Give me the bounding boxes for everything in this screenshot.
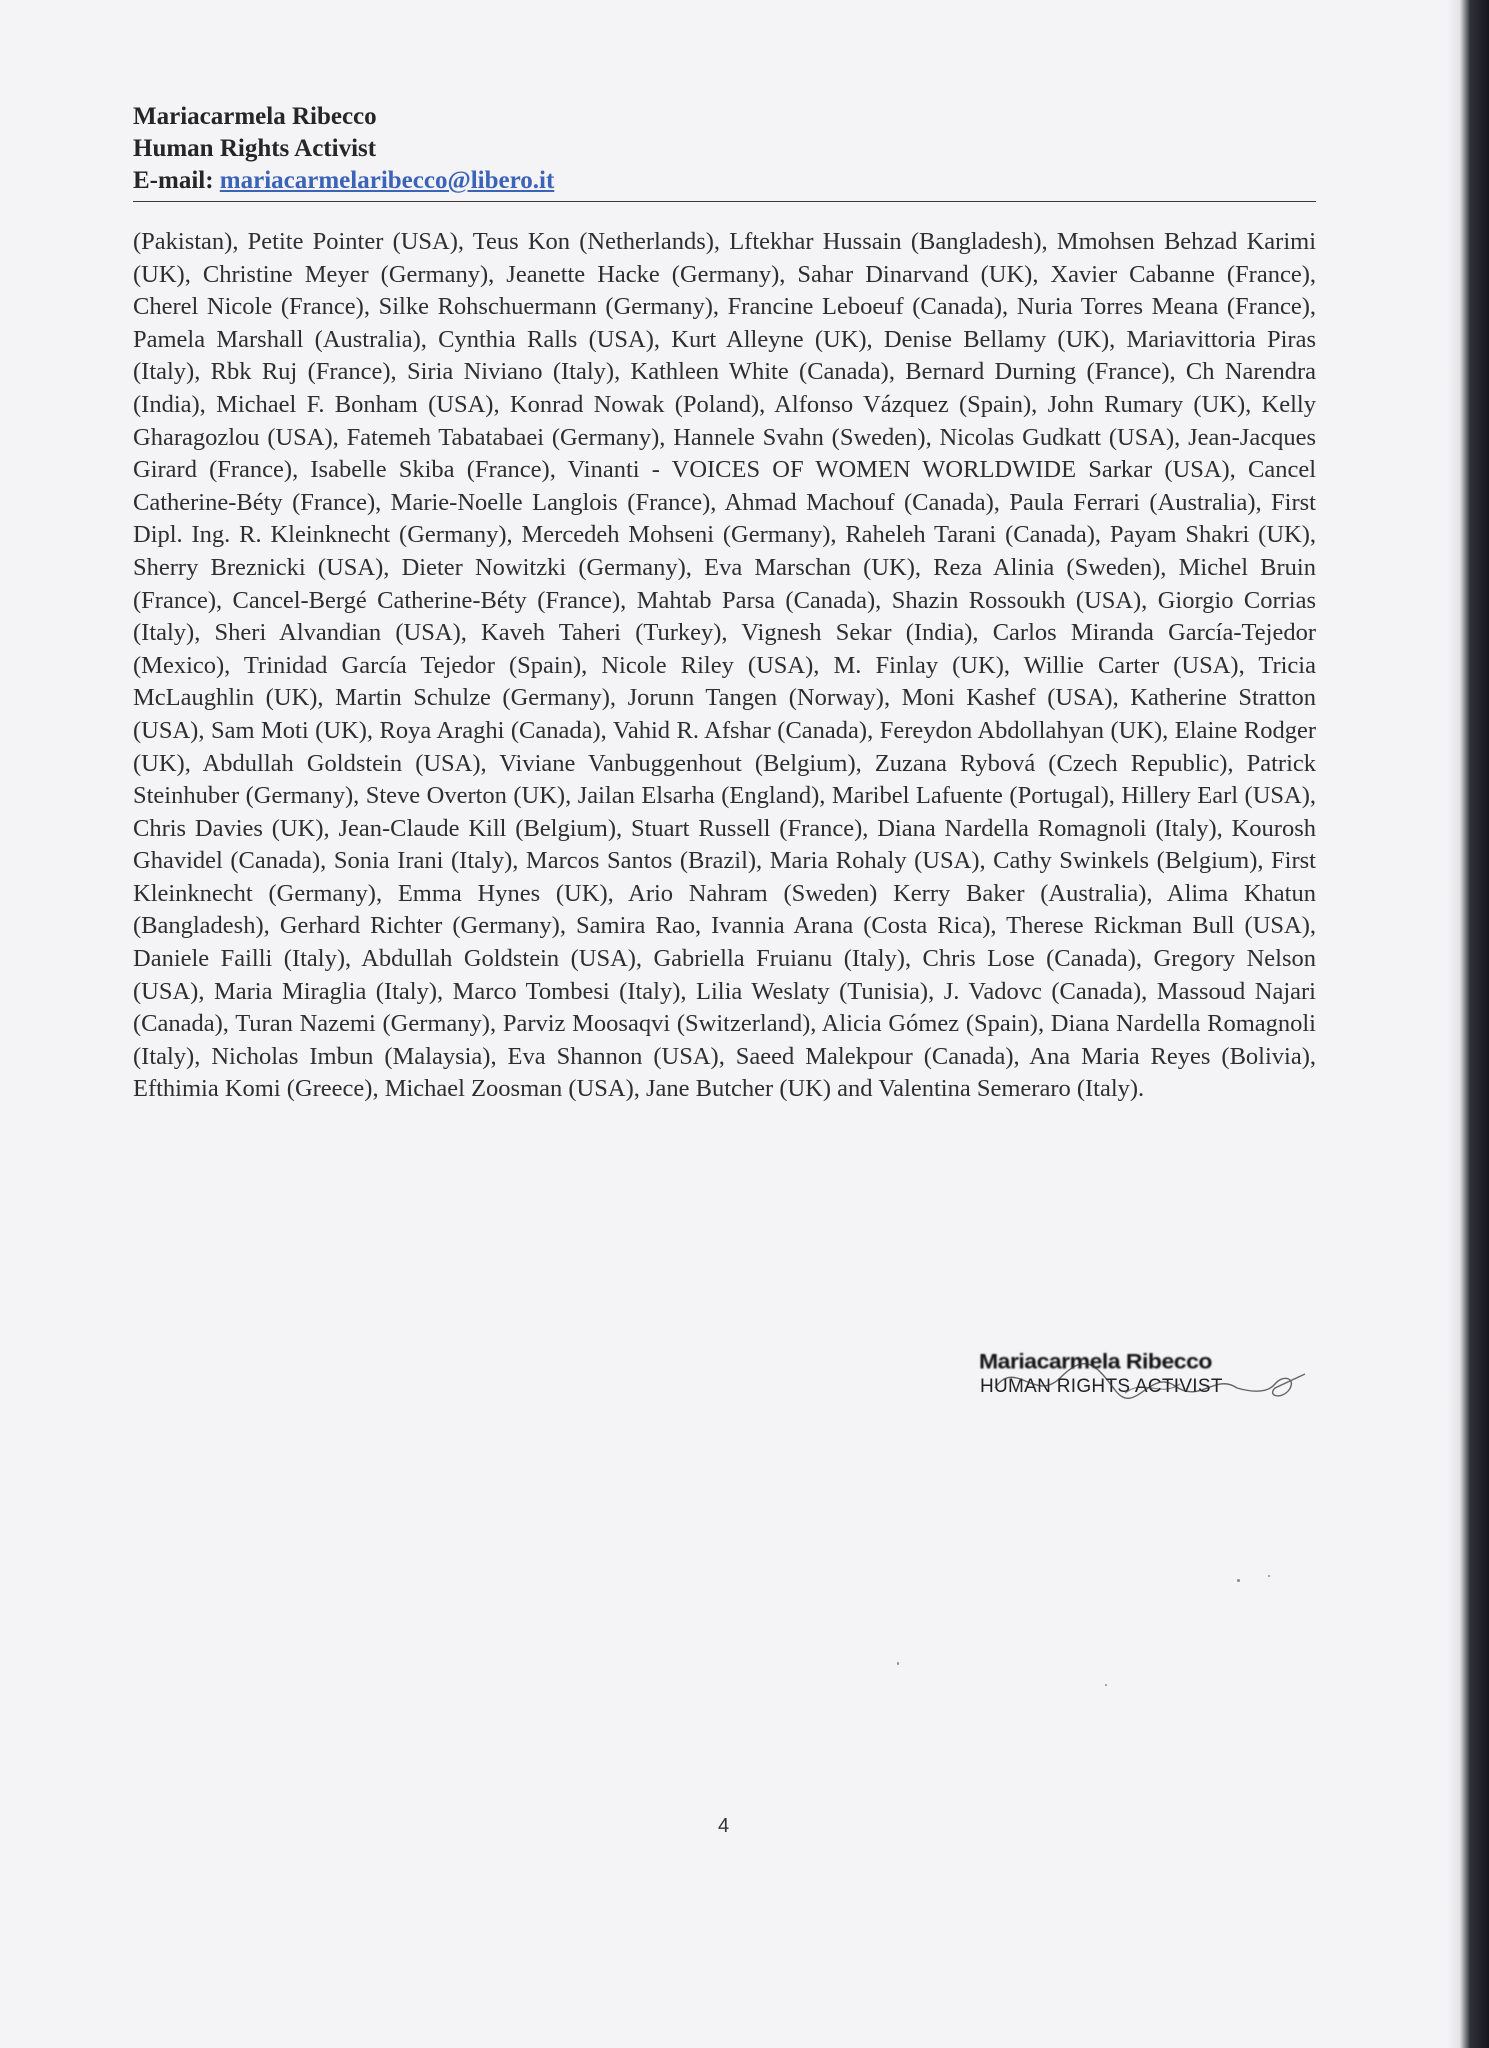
letter-header [133,101,1316,197]
scan-speck [1268,1575,1270,1577]
scan-speck [1105,1684,1107,1686]
page-number: 4 [717,1815,730,1837]
signature-stamp [975,1348,1315,1408]
stamp-name: Mariacarmela Ribecco [979,1349,1212,1373]
author-title: Human Rights Activist [133,135,377,162]
scan-speck [1237,1579,1240,1582]
header-divider [133,201,1316,202]
email-line [133,165,1316,197]
handwritten-signature [975,1348,1315,1408]
author-name: Mariacarmela Ribecco [133,103,377,130]
email-link[interactable]: mariacarmelaribecco@libero.it [219,167,555,194]
scan-speck [897,1662,899,1665]
scan-edge-shadow [1447,0,1489,2048]
stamp-title: HUMAN RIGHTS ACTIVIST [980,1376,1223,1397]
email-label: E-mail: [133,167,214,194]
signatories-paragraph: (Pakistan), Petite Pointer (USA), Teus Kon (Netherlands), Lftekhar Hussain (Bangladesh), Mmohsen Behzad Karimi (UK), Christine Meyer (Germany), Jeanette Hacke (Germany), Sahar Dinarvand (UK), Xavier Cabanne (France), Cherel Nicole (France), Silke Rohschuermann (Germany), Francine Leboeuf (Canada), Nuria Torres Meana (France), Pamela Marshall (Australia), Cynthia Ralls (USA), Kurt Alleyne (UK), Denise Bellamy (UK), Mariavittoria Piras (Italy), Rbk Ruj (France), Siria Niviano (Italy), Kathleen White (Canada), Bernard Durning (France), Ch Narendra (India), Michael F. Bonham (USA), Konrad Nowak (Poland), Alfonso Vázquez (Spain), John Rumary (UK), Kelly Gharagozlou (USA), Fatemeh Tabatabaei (Germany), Hannele Svahn (Sweden), Nicolas Gudkatt (USA), Jean-Jacques Girard (France), Isabelle Skiba (France), Vinanti - VOICES OF WOMEN WORLDWIDE Sarkar (USA), Cancel Catherine-Béty (France), Marie-Noelle Langlois (France), Ahmad Machouf (Canada), Paula Ferrari (Australia), First Dipl. Ing. R. Kleinknecht (Germany), Mercedeh Mohseni (Germany), Raheleh Tarani (Canada), Payam Shakri (UK), Sherry Breznicki (USA), Dieter Nowitzki (Germany), Eva Marschan (UK), Reza Alinia (Sweden), Michel Bruin (France), Cancel-Bergé Catherine-Béty (France), Mahtab Parsa (Canada), Shazin Rossoukh (USA), Giorgio Corrias (Italy), Sheri Alvandian (USA), Kaveh Taheri (Turkey), Vignesh Sekar (India), Carlos Miranda García-Tejedor (Mexico), Trinidad García Tejedor (Spain), Nicole Riley (USA), M. Finlay (UK), Willie Carter (USA), Tricia McLaughlin (UK), Martin Schulze (Germany), Jorunn Tangen (Norway), Moni Kashef (USA), Katherine Stratton (USA), Sam Moti (UK), Roya Araghi (Canada), Vahid R. Afshar (Canada), Fereydon Abdollahyan (UK), Elaine Rodger (UK), Abdullah Goldstein (USA), Viviane Vanbuggenhout (Belgium), Zuzana Rybová (Czech Republic), Patrick Steinhuber (Germany), Steve Overton (UK), Jailan Elsarha (England), Maribel Lafuente (Portugal), Hillery Earl (USA), Chris Davies (UK), Jean-Claude Kill (Belgium), Stuart Russell (France), Diana Nardella Romagnoli (Italy), Kourosh Ghavidel (Canada), Sonia Irani (Italy), Marcos Santos (Brazil), Maria Rohaly (USA), Cathy Swinkels (Belgium), First Kleinknecht (Germany), Emma Hynes (UK), Ario Nahram (Sweden) Kerry Baker (Australia), Alima Khatun (Bangladesh), Gerhard Richter (Germany), Samira Rao, Ivannia Arana (Costa Rica), Therese Rickman Bull (USA), Daniele Failli (Italy), Abdullah Goldstein (USA), Gabriella Fruianu (Italy), Chris Lose (Canada), Gregory Nelson (USA), Maria Miraglia (Italy), Marco Tombesi (Italy), Lilia Weslaty (Tunisia), J. Vadovc (Canada), Massoud Najari (Canada), Turan Nazemi (Germany), Parviz Moosaqvi (Switzerland), Alicia Gómez (Spain), Diana Nardella Romagnoli (Italy), Nicholas Imbun (Malaysia), Eva Shannon (USA), Saeed Malekpour (Canada), Ana Maria Reyes (Bolivia), Efthimia Komi (Greece), Michael Zoosman (USA), Jane Butcher (UK) and Valentina Semeraro (Italy). [133,228,1316,1103]
